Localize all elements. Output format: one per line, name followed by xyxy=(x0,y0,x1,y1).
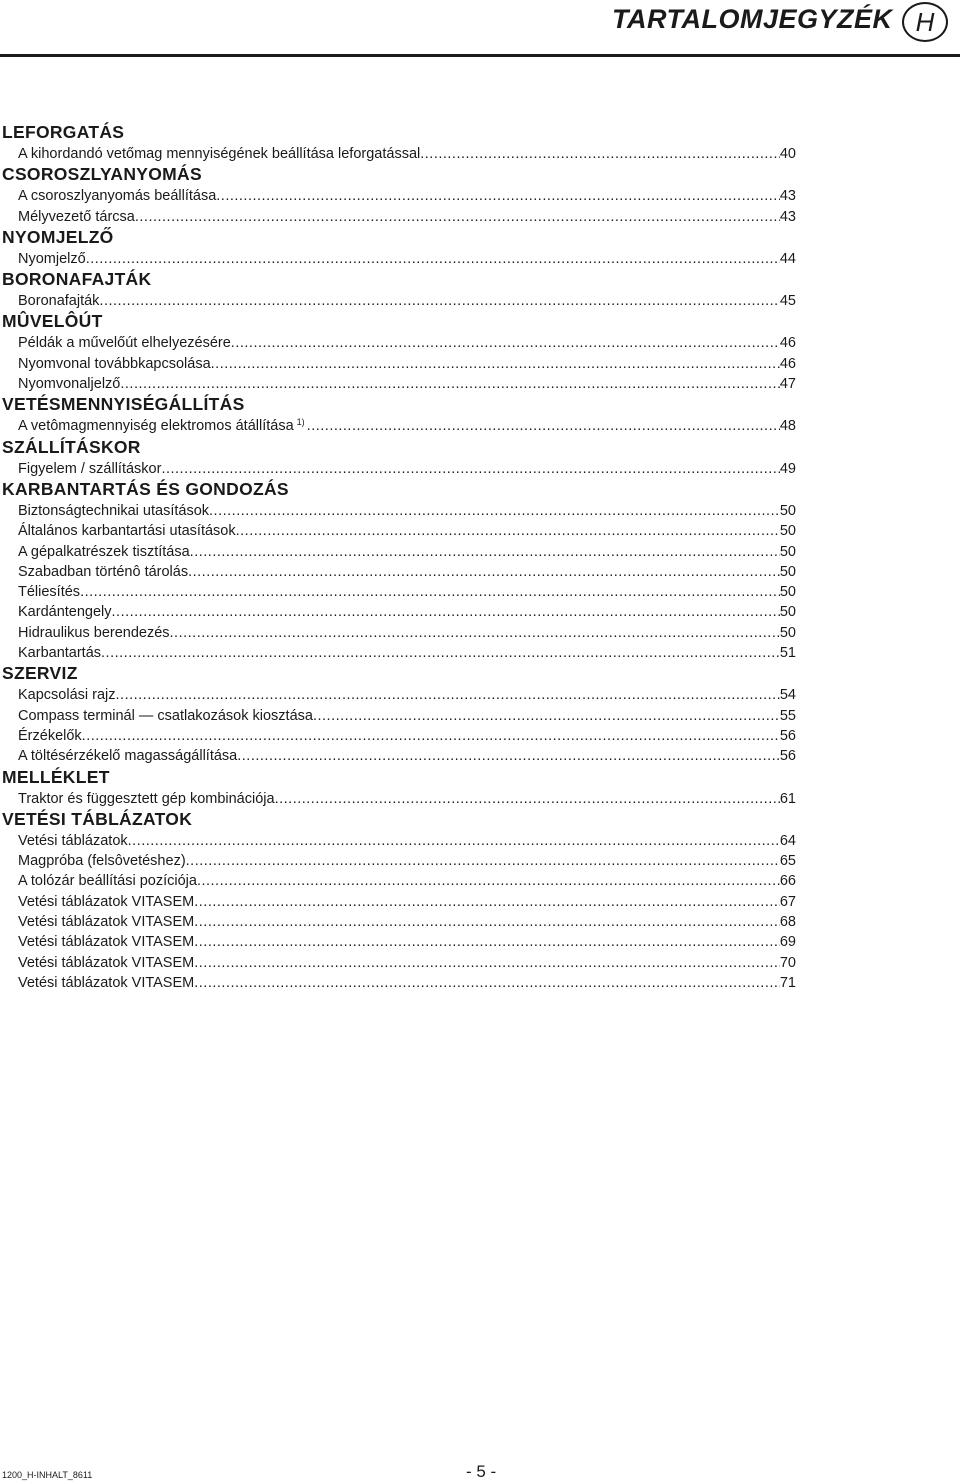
entry-label xyxy=(18,726,82,746)
dot-leader xyxy=(275,789,780,809)
entry-page-number: 56 xyxy=(779,727,796,744)
toc-entry[interactable] xyxy=(18,685,796,705)
toc-entry[interactable] xyxy=(18,291,796,311)
section-heading: VETÉSI TÁBLÁZATOK xyxy=(2,808,193,829)
dot-leader xyxy=(128,831,780,851)
entry-label xyxy=(18,973,194,993)
section-heading: NYOMJELZŐ xyxy=(2,226,114,247)
toc-entry[interactable] xyxy=(18,892,796,912)
dot-leader xyxy=(161,459,779,479)
toc-entry[interactable] xyxy=(18,623,796,643)
entry-label-text: Hidraulikus berendezés xyxy=(18,624,170,641)
dot-leader xyxy=(190,542,780,562)
entry-label-text: A tolózár beállítási pozíciója xyxy=(18,873,197,890)
entry-label xyxy=(18,186,216,206)
entry-label xyxy=(18,789,275,809)
entry-page-number: 65 xyxy=(779,853,796,870)
entry-label-text: Kardántengely xyxy=(18,604,112,621)
entry-label xyxy=(18,291,99,311)
entry-label-text: Figyelem / szállításkor xyxy=(18,460,162,477)
dot-leader xyxy=(135,207,780,227)
toc-entry[interactable] xyxy=(18,706,796,726)
entry-label xyxy=(18,912,194,932)
entry-label xyxy=(18,354,211,374)
entry-label-text: A vetômagmennyiség elektromos átállítása xyxy=(18,418,294,435)
entry-page-number: 50 xyxy=(779,584,796,601)
entry-label-text: Érzékelők xyxy=(18,727,82,744)
toc-entry[interactable] xyxy=(18,932,796,952)
section-heading: LEFORGATÁS xyxy=(2,122,125,142)
entry-label-text: Traktor és függesztett gép kombinációja xyxy=(18,790,275,807)
dot-leader xyxy=(194,953,780,973)
toc-section xyxy=(0,394,800,436)
dot-leader xyxy=(80,582,780,602)
entry-page-number: 44 xyxy=(779,250,796,267)
dot-leader xyxy=(420,144,780,164)
toc-section xyxy=(0,809,800,993)
entry-label xyxy=(18,207,135,227)
toc-entry[interactable] xyxy=(18,851,796,871)
entry-label-text: Boronafajták xyxy=(18,293,100,310)
entry-label-text: A csoroszlyanyomás beállítása xyxy=(18,188,217,205)
toc-entry[interactable] xyxy=(18,831,796,851)
entry-page-number: 66 xyxy=(779,873,796,890)
dot-leader xyxy=(112,602,780,622)
section-heading: SZÁLLÍTÁSKOR xyxy=(2,436,141,457)
dot-leader xyxy=(313,706,780,726)
section-heading: BORONAFAJTÁK xyxy=(2,269,152,290)
entry-label xyxy=(18,953,194,973)
entry-label xyxy=(18,706,313,726)
entry-label-text: Karbantartás xyxy=(18,645,102,662)
section-heading: CSOROSZLYANYOMÁS xyxy=(2,164,202,185)
toc-entry[interactable] xyxy=(18,871,796,891)
entry-page-number: 45 xyxy=(779,293,796,310)
toc-section xyxy=(0,311,800,394)
dot-leader xyxy=(120,374,780,394)
dot-leader xyxy=(216,186,780,206)
section-heading: VETÉSMENNYISÉGÁLLÍTÁS xyxy=(2,394,245,415)
entry-page-number: 68 xyxy=(779,914,796,931)
dot-leader xyxy=(188,562,780,582)
entry-page-number: 69 xyxy=(779,934,796,951)
entry-label-text: Vetési táblázatok xyxy=(18,832,128,849)
entry-page-number: 67 xyxy=(779,893,796,910)
entry-label-text: A kihordandó vetőmag mennyiségének beállítása leforgatással xyxy=(18,146,421,162)
entry-label xyxy=(18,582,80,602)
toc-entry[interactable] xyxy=(18,249,796,269)
entry-page-number: 47 xyxy=(779,376,796,393)
entry-page-number: 43 xyxy=(779,208,796,225)
entry-label xyxy=(18,542,190,562)
entry-label-text: Vetési táblázatok VITASEM xyxy=(18,934,195,951)
toc-entry[interactable] xyxy=(18,542,796,562)
entry-label xyxy=(18,459,161,479)
entry-page-number: 49 xyxy=(779,460,796,477)
document-code: 1200_H-INHALT_8611 xyxy=(2,1470,93,1480)
toc-entry[interactable] xyxy=(18,912,796,932)
toc-section xyxy=(0,122,800,164)
toc-entry[interactable] xyxy=(18,521,796,541)
entry-page-number: 50 xyxy=(779,624,796,641)
entry-page-number: 61 xyxy=(779,790,796,807)
dot-leader xyxy=(307,416,780,436)
entry-label xyxy=(18,602,112,622)
table-of-contents xyxy=(0,122,800,993)
dot-leader xyxy=(82,726,780,746)
entry-page-number: 46 xyxy=(779,335,796,352)
entry-label xyxy=(18,685,116,705)
toc-entry[interactable] xyxy=(18,726,796,746)
entry-label xyxy=(18,501,209,521)
entry-page-number: 50 xyxy=(779,502,796,519)
entry-label xyxy=(18,643,101,663)
toc-entry[interactable] xyxy=(18,562,796,582)
entry-page-number: 64 xyxy=(779,832,796,849)
entry-page-number: 70 xyxy=(779,954,796,971)
toc-entry[interactable] xyxy=(18,746,796,766)
toc-entry[interactable] xyxy=(18,333,796,353)
dot-leader xyxy=(211,354,780,374)
entry-label-text: Mélyvezető tárcsa xyxy=(18,208,135,225)
page-number: - 5 - xyxy=(466,1462,497,1481)
section-heading: SZERVIZ xyxy=(2,663,78,684)
entry-label xyxy=(18,416,307,436)
entry-label-text: A töltésérzékelő magasságállítása xyxy=(18,748,238,765)
entry-page-number: 50 xyxy=(779,523,796,540)
entry-label-text: Nyomvonal továbbkapcsolása xyxy=(18,355,211,372)
section-heading: MÛVELÔÚT xyxy=(2,311,103,332)
toc-section xyxy=(0,437,800,479)
entry-label-text: Vetési táblázatok VITASEM xyxy=(18,893,195,910)
toc-entry[interactable] xyxy=(18,354,796,374)
section-heading: KARBANTARTÁS ÉS GONDOZÁS xyxy=(2,478,289,499)
dot-leader xyxy=(237,746,780,766)
entry-label-text: Téliesítés xyxy=(18,584,81,601)
dot-leader xyxy=(99,291,779,311)
toc-section xyxy=(0,164,800,227)
dot-leader xyxy=(186,851,780,871)
toc-entry[interactable] xyxy=(18,416,796,436)
toc-entry[interactable] xyxy=(18,374,796,394)
entry-page-number: 54 xyxy=(779,687,796,704)
toc-entry[interactable] xyxy=(18,501,796,521)
entry-page-number: 50 xyxy=(779,563,796,580)
toc-entry[interactable] xyxy=(18,602,796,622)
entry-label-text: Biztonságtechnikai utasítások xyxy=(18,502,210,519)
entry-page-number: 71 xyxy=(779,974,796,991)
entry-label-text: Magpróba (felsôvetéshez) xyxy=(18,853,186,870)
entry-label-text: Példák a művelőút elhelyezésére xyxy=(18,335,231,352)
entry-page-number: 50 xyxy=(779,543,796,560)
entry-page-number: 56 xyxy=(779,748,796,765)
entry-label xyxy=(18,521,236,541)
dot-leader xyxy=(194,932,780,952)
toc-entry[interactable] xyxy=(18,186,796,206)
entry-page-number: 51 xyxy=(779,645,796,662)
toc-section xyxy=(0,663,800,766)
page-title: TARTALOMJEGYZÉK xyxy=(612,4,893,34)
toc-entry[interactable] xyxy=(18,144,796,164)
toc-entry[interactable] xyxy=(18,582,796,602)
entry-label xyxy=(18,562,188,582)
entry-label-text: Vetési táblázatok VITASEM xyxy=(18,974,195,991)
dot-leader xyxy=(116,685,780,705)
entry-label xyxy=(18,249,86,269)
entry-label xyxy=(18,851,186,871)
toc-entry[interactable] xyxy=(18,973,796,993)
entry-label xyxy=(18,623,170,643)
entry-page-number: 50 xyxy=(779,604,796,621)
entry-page-number: 48 xyxy=(779,418,796,435)
footnote-marker: 1) xyxy=(296,416,305,427)
toc-section xyxy=(0,269,800,311)
header-divider xyxy=(0,54,960,57)
language-badge: H xyxy=(902,2,948,42)
toc-entry[interactable] xyxy=(18,953,796,973)
dot-leader xyxy=(209,501,780,521)
entry-label-text: A gépalkatrészek tisztítása xyxy=(18,543,190,560)
toc-section xyxy=(0,767,800,809)
toc-entry[interactable] xyxy=(18,643,796,663)
entry-page-number: 40 xyxy=(779,146,796,162)
dot-leader xyxy=(231,333,780,353)
toc-entry[interactable] xyxy=(18,459,796,479)
toc-entry[interactable] xyxy=(18,207,796,227)
entry-label-text: Vetési táblázatok VITASEM xyxy=(18,914,195,931)
entry-label xyxy=(18,871,197,891)
dot-leader xyxy=(101,643,780,663)
entry-label-text: Nyomjelző xyxy=(18,250,86,267)
entry-label xyxy=(18,374,120,394)
entry-label xyxy=(18,831,128,851)
entry-label xyxy=(18,892,194,912)
dot-leader xyxy=(194,912,780,932)
entry-label-text: Nyomvonaljelző xyxy=(18,376,121,393)
dot-leader xyxy=(170,623,780,643)
entry-page-number: 43 xyxy=(779,188,796,205)
section-heading: MELLÉKLET xyxy=(2,766,110,787)
toc-section xyxy=(0,227,800,269)
entry-label-text: Általános karbantartási utasítások xyxy=(18,523,236,540)
entry-label xyxy=(18,333,231,353)
dot-leader xyxy=(194,973,780,993)
dot-leader xyxy=(86,249,780,269)
toc-entry[interactable] xyxy=(18,789,796,809)
dot-leader xyxy=(236,521,780,541)
toc-section xyxy=(0,479,800,663)
entry-page-number: 55 xyxy=(779,707,796,724)
entry-page-number: 46 xyxy=(779,355,796,372)
dot-leader xyxy=(197,871,780,891)
entry-label-text: Szabadban történô tárolás xyxy=(18,563,189,580)
entry-label-text: Kapcsolási rajz xyxy=(18,687,116,704)
entry-label xyxy=(18,144,420,164)
dot-leader xyxy=(194,892,780,912)
entry-label-text: Compass terminál — csatlakozások kiosztása xyxy=(18,707,313,724)
entry-label xyxy=(18,746,237,766)
entry-label-text: Vetési táblázatok VITASEM xyxy=(18,954,195,971)
entry-label xyxy=(18,932,194,952)
